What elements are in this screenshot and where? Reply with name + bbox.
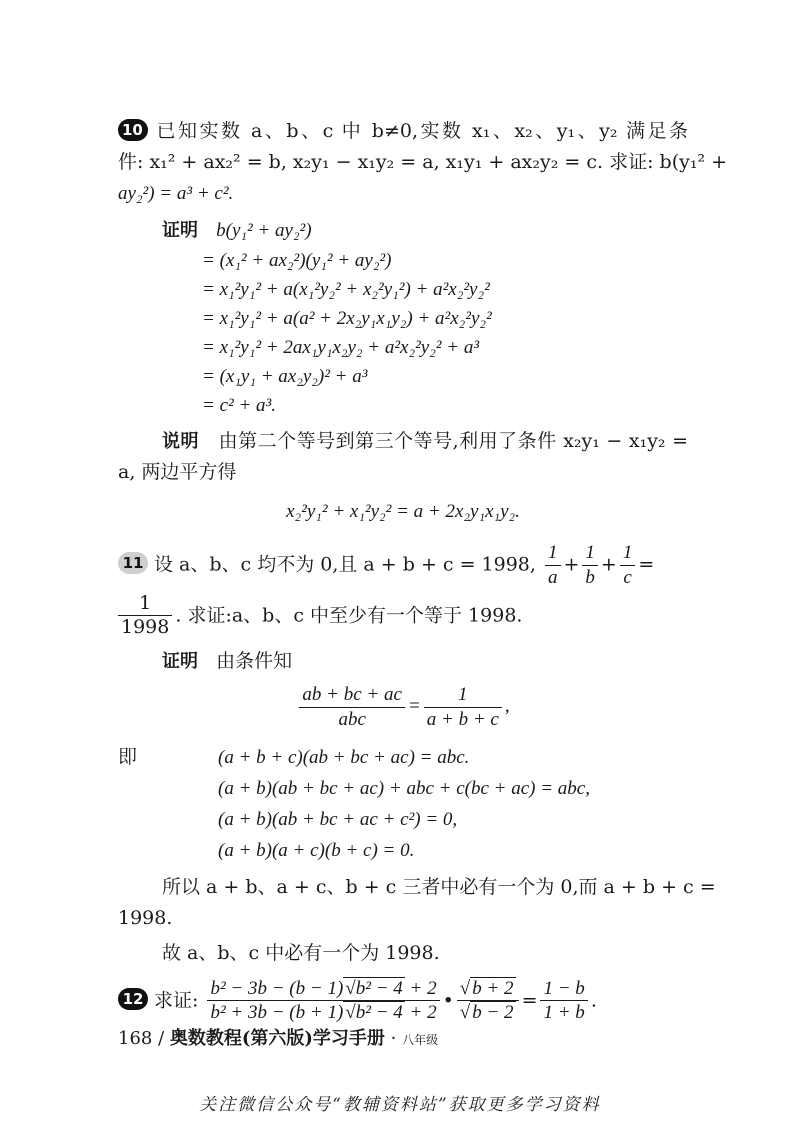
proof-11-first-line bbox=[118, 646, 688, 677]
fraction-numerator bbox=[207, 977, 439, 1002]
book-title: 奥数教程(第六版)学习手册 bbox=[169, 1028, 385, 1049]
fraction-main-left bbox=[207, 977, 439, 1026]
note-10-label: 说明 bbox=[162, 431, 199, 452]
fraction-denominator: a + b + c bbox=[426, 708, 499, 730]
fraction-sqrt-ratio bbox=[457, 977, 519, 1026]
proof-11-eq: (a + b)(a + c)(b + c) = 0. bbox=[218, 839, 415, 861]
proof-10-first-expr: b(y₁² + ay₂²) bbox=[216, 220, 312, 241]
proof-11-text: 由条件知 bbox=[216, 650, 293, 672]
proof-10-step: = (x₁² + ax₂²)(y₁² + ay₂²) bbox=[202, 250, 392, 271]
fraction-rhs bbox=[424, 683, 502, 732]
sqrt-b2-minus-4: √b² − 4 bbox=[345, 977, 403, 999]
note-10-line-2: a, 两边平方得 bbox=[118, 461, 237, 483]
sqrt-radicand: b − 2 bbox=[472, 1002, 514, 1024]
conclusion-11-line-3: 故 a、b、c 中必有一个为 1998. bbox=[162, 941, 440, 964]
watermark-text: 关注微信公众号“教辅资料站”获取更多学习资料 bbox=[199, 1095, 601, 1115]
fraction-numerator: ab + bc + ac bbox=[299, 683, 405, 708]
proof-11-label: 证明 bbox=[162, 651, 198, 672]
equals-sign: = bbox=[521, 988, 538, 1011]
fraction-denominator: abc bbox=[338, 708, 366, 730]
problem-12-label: 求证: bbox=[154, 988, 199, 1011]
denominator-tail: + 2 bbox=[404, 1002, 437, 1024]
numerator-tail: + 2 bbox=[404, 977, 437, 999]
fraction-one-over-b bbox=[582, 541, 598, 590]
problem-12-number-badge: 12 bbox=[118, 988, 148, 1010]
conclusion-11-line-1: 所以 a + b、a + c、b + c 三者中必有一个为 0,而 a + b + c = bbox=[162, 875, 716, 898]
comma: , bbox=[504, 695, 510, 717]
proof-11-main-equation bbox=[118, 683, 688, 732]
fraction-denominator: a bbox=[548, 566, 558, 588]
fraction-denominator: 1998 bbox=[121, 616, 170, 639]
proof-10-step: = c² + a³. bbox=[202, 395, 276, 416]
footer-dot: · bbox=[390, 1028, 397, 1049]
problem-10-line-3: ay₂²) = a³ + c². bbox=[118, 183, 234, 204]
proof-10-first-line bbox=[118, 215, 688, 246]
proof-11-eq: (a + b)(ab + bc + ac + c²) = 0, bbox=[218, 808, 458, 830]
numerator-part: b² − 3b − (b − 1) bbox=[210, 977, 344, 999]
note-10-text-1: 由第二个等号到第三个等号,利用了条件 x₂y₁ − x₁y₂ = bbox=[218, 430, 689, 452]
fraction-numerator: 1 bbox=[118, 592, 172, 617]
sqrt-radicand: b + 2 bbox=[472, 977, 514, 999]
fraction-one-over-1998 bbox=[118, 592, 172, 641]
fraction-one-over-c bbox=[620, 541, 636, 590]
problem-10-line-2: 件: x₁² + ax₂² = b, x₂y₁ − x₁y₂ = a, x₁y₁ + ax₂y₂ = c. 求证: b(y₁² + bbox=[118, 151, 728, 173]
problem-12-statement bbox=[118, 977, 688, 1026]
problem-11-text-2: . 求证:a、b、c 中至少有一个等于 1998. bbox=[175, 603, 523, 626]
grade-label: 八年级 bbox=[402, 1033, 439, 1047]
problem-10-text-1: 已知实数 a、b、c 中 b≠0,实数 x₁、x₂、y₁、y₂ 满足条 bbox=[154, 120, 688, 142]
proof-11-eq: (a + b)(ab + bc + ac) + abc + c(bc + ac) = abc, bbox=[218, 777, 590, 799]
proof-11-eq: (a + b + c)(ab + bc + ac) = abc. bbox=[218, 746, 470, 768]
fraction-numerator: 1 − b bbox=[540, 977, 587, 1002]
proof-10-step: = x₁²y₁² + a(x₁²y₂² + x₂²y₁²) + a²x₂²y₂² bbox=[202, 279, 490, 300]
plus-sign: + bbox=[600, 553, 617, 576]
fraction-result bbox=[540, 977, 587, 1026]
fraction-denominator: 1 + b bbox=[543, 1002, 585, 1024]
fraction-denominator: b bbox=[585, 566, 595, 588]
fraction-denominator: √ b − 2 bbox=[459, 1002, 514, 1024]
sqrt-radicand: b² − 4 bbox=[355, 977, 403, 999]
fraction-lhs bbox=[299, 683, 405, 732]
equals-sign: = bbox=[407, 695, 421, 717]
fraction-numerator: 1 bbox=[620, 541, 636, 566]
fraction-denominator: c bbox=[623, 566, 632, 588]
proof-10-step: = x₁²y₁² + a(a² + 2x₂y₁x₁y₂) + a²x₂²y₂² bbox=[202, 308, 492, 329]
page-number: 168 / bbox=[118, 1028, 165, 1049]
problem-10-line-1 bbox=[118, 116, 688, 147]
fraction-numerator: √ b + 2 bbox=[457, 977, 519, 1002]
multiply-dot: • bbox=[442, 988, 454, 1011]
fraction-numerator: 1 bbox=[424, 683, 502, 708]
equals-sign: = bbox=[638, 553, 655, 576]
problem-11-statement bbox=[118, 541, 688, 590]
ji-label: 即 bbox=[118, 745, 138, 768]
proof-11-equations bbox=[118, 742, 688, 866]
problem-11-text-1: 设 a、b、c 均不为 0,且 a + b + c = 1998, bbox=[154, 553, 536, 576]
page-footer bbox=[118, 1024, 438, 1050]
proof-10-step: = (x₁y₁ + ax₂y₂)² + a³ bbox=[202, 366, 368, 387]
proof-10-step: = x₁²y₁² + 2ax₁y₁x₂y₂ + a²x₂²y₂² + a³ bbox=[202, 337, 480, 358]
note-10-equation: x₂²y₁² + x₁²y₂² = a + 2x₂y₁x₁y₂. bbox=[286, 501, 520, 522]
period: . bbox=[590, 988, 597, 1011]
fraction-one-over-a bbox=[545, 541, 561, 590]
note-10-line-1 bbox=[118, 426, 688, 457]
fraction-numerator: 1 bbox=[582, 541, 598, 566]
problem-11-number-badge: 11 bbox=[118, 552, 148, 574]
page-body bbox=[118, 116, 728, 1025]
fraction-denominator bbox=[207, 1001, 439, 1025]
sqrt-b2-minus-4: √b² − 4 bbox=[345, 1002, 403, 1024]
proof-10-label: 证明 bbox=[162, 220, 198, 241]
denominator-part: b² + 3b − (b + 1) bbox=[210, 1002, 344, 1024]
problem-11-statement-2 bbox=[118, 592, 688, 641]
fraction-numerator: 1 bbox=[545, 541, 561, 566]
sqrt-radicand: b² − 4 bbox=[355, 1002, 403, 1024]
problem-10-number-badge: 10 bbox=[118, 119, 148, 141]
conclusion-11-line-2: 1998. bbox=[118, 906, 173, 929]
plus-sign: + bbox=[563, 553, 580, 576]
